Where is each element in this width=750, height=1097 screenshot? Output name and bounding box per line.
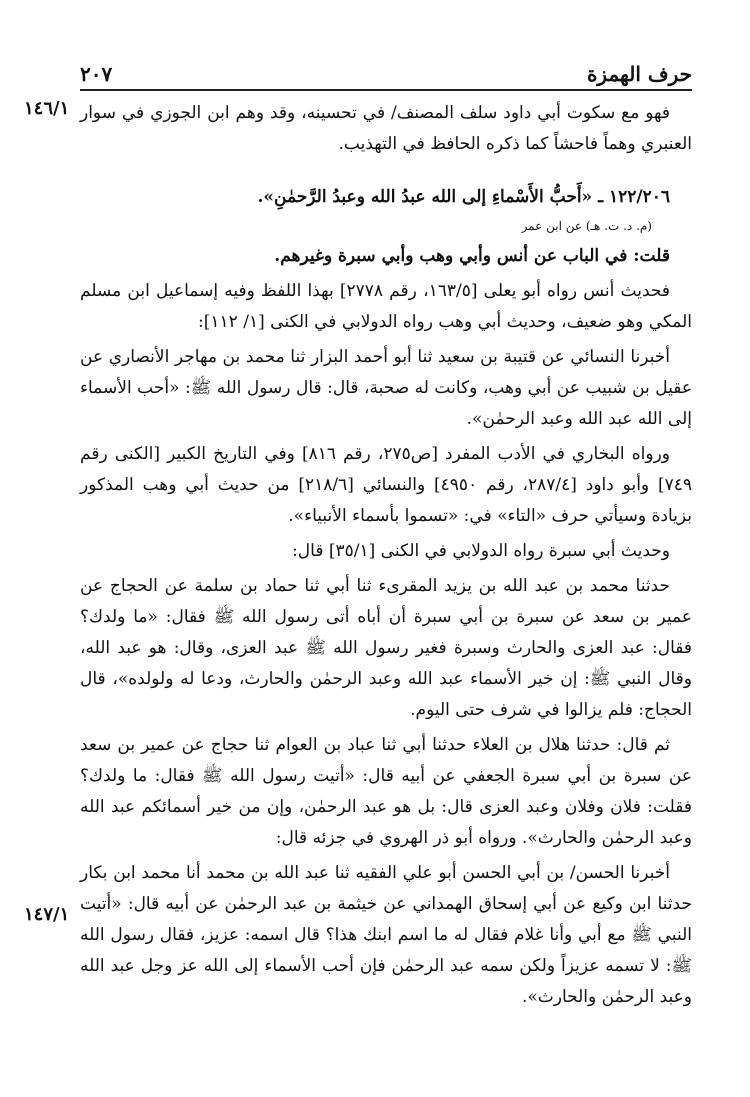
running-header: [80, 52, 692, 86]
chapter-title: حرف الهمزة: [586, 62, 692, 86]
paragraph-hasan: أخبرنا الحسن/ بن أبي الحسن أبو علي الفقيه ثنا عبد الله بن محمد أنا محمد ابن بكار حدثنا ابن وكيع عن أبي إسحاق الهمداني عن خيثمة بن عبد الرحمٰن عن أبيه قال: «أتيت النبي ﷺ مع أبي وأنا غلام فقال له ما اسم ابنك هذا؟ قال اسمه: عزيز، فقال رسول الله ﷺ: لا تسمه عزيزاً ولكن سمه عبد الرحمٰن فإن أحب الأسماء إلى الله عز وجل عبد الله وعبد الرحمٰن والحارث».: [80, 863, 692, 1007]
paragraph-anas: فحديث أنس رواه أبو يعلى [١٦٣/٥، رقم ٢٧٧٨] بهذا اللفظ وفيه إسماعيل ابن مسلم المكي وهو ضعيف، وحديث أبي وهب رواه الدولابي في الكنى [١/ ١١٢]:: [80, 281, 692, 332]
hadith-heading: ١٢٢/٢٠٦ ـ «أَحبُّ الأَسْماءِ إلى الله عبدُ الله وعبدُ الرَّحمٰنِ».: [257, 187, 670, 207]
margin-reference-bottom: ١٤٧/١: [24, 904, 70, 925]
paragraph-qult: قلت: في الباب عن أنس وأبي وهب وأبي سبرة وغيرهم.: [274, 246, 670, 266]
paragraph-muqri: حدثنا محمد بن عبد الله بن يزيد المقرىء ثنا أبي ثنا حماد بن سلمة عن الحجاج عن عمير بن سعد عن سبرة بن أبي سبرة أن أباه أتى رسول الله ﷺ فقال: «ما ولدك؟ فقال: عبد العزى والحارث وسبرة فغير رسول الله ﷺ عبد العزى، وقال: هو عبد الله، وقال النبي ﷺ: إن خير الأسماء عبد الله وعبد الرحمٰن والحارث، ودعا له ولولده»، قال الحجاج: فلم يزالوا في شرف حتى اليوم.: [80, 576, 692, 720]
paragraph-nasai: أخبرنا النسائي عن قتيبة بن سعيد ثنا أبو أحمد البزار ثنا محمد بن مهاجر الأنصاري عن عقيل بن شبيب عن أبي وهب، وكانت له صحبة، قال: قال رسول الله ﷺ: «أحب الأسماء إلى الله عبد الله وعبد الرحمٰن».: [80, 347, 692, 429]
paragraph-hilal: ثم قال: حدثنا هلال بن العلاء حدثنا أبي ثنا عباد بن العوام ثنا حجاج عن عمير بن سعد عن سبرة بن أبي سبرة الجعفي عن أبيه قال: «أتيت رسول الله ﷺ فقال: ما ولدك؟ فقلت: فلان وفلان وعبد العزى قال: بل هو عبد الرحمٰن، وإن من خير أسمائكم عبد الله وعبد الرحمٰن والحارث». ورواه أبو ذر الهروي في جزئه قال:: [80, 735, 692, 848]
margin-reference-top: ١٤٦/١: [24, 98, 70, 119]
page-number: ٢٠٧: [80, 62, 113, 86]
page-body: [80, 98, 692, 1017]
hadith-source: (م. د. ت. هـ) عن ابن عمر: [521, 219, 652, 233]
paragraph-abu-sabra: وحديث أبي سبرة رواه الدولابي في الكنى [٣٥/١] قال:: [292, 541, 670, 561]
paragraph-bukhari: ورواه البخاري في الأدب المفرد [ص٢٧٥، رقم ٨١٦] وفي التاريخ الكبير [الكنى رقم ٧٤٩] وأبو داود [٢٨٧/٤، رقم ٤٩٥٠] والنسائي [٢١٨/٦] من حديث أبي وهب المذكور بزيادة وسيأتي حرف «التاء» في: «تسموا بأسماء الأنبياء».: [80, 444, 693, 526]
paragraph-intro: فهو مع سكوت أبي داود سلف المصنف/ في تحسينه، وقد وهم ابن الجوزي في سوار العنبري وهماً فاحشاً كما ذكره الحافظ في التهذيب.: [80, 103, 692, 154]
header-rule: [80, 89, 692, 91]
